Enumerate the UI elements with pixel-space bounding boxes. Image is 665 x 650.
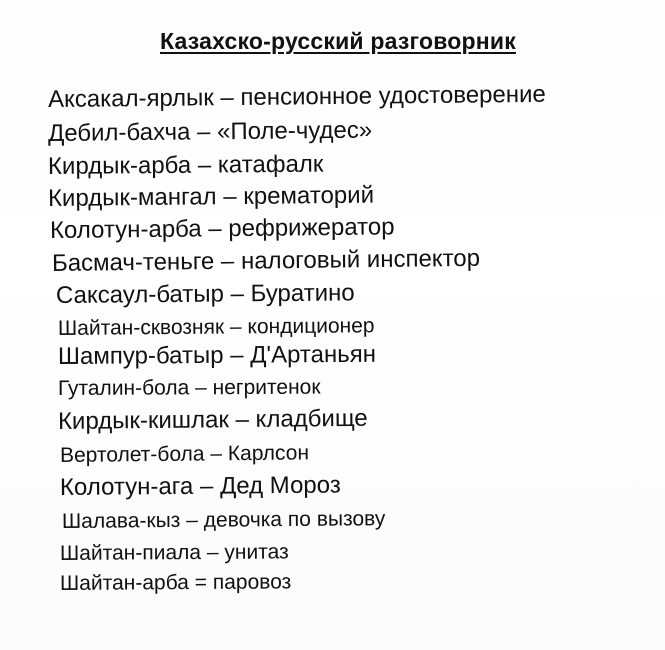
phrasebook-entry: Шайтан-сквозняк – кондиционер — [57, 314, 375, 340]
phrasebook-entry: Шайтан-пиала – унитаз — [59, 540, 289, 565]
phrasebook-entry: Шайтан-арба = паровоз — [59, 570, 292, 595]
phrasebook-entry: Саксаул-батыр – Буратино — [55, 279, 355, 309]
phrasebook-entry: Колотун-арба – рефрижератор — [49, 213, 395, 244]
phrasebook-entry: Шалава-кыз – девочка по вызову — [61, 507, 386, 533]
phrasebook-entry: Кирдык-арба – катафалк — [47, 150, 324, 180]
phrasebook-entry: Колотун-ага – Дед Мороз — [59, 471, 341, 501]
phrasebook-entry: Кирдык-кишлак – кладбище — [57, 404, 368, 435]
phrasebook-entry: Шампур-батыр – Д'Артаньян — [57, 340, 377, 370]
phrasebook-entry: Кирдык-мангал – крематорий — [47, 181, 375, 212]
phrasebook-entry: Басмач-теньге – налоговый инспектор — [51, 244, 481, 277]
phrasebook-entry: Вертолет-бола – Карлсон — [59, 441, 310, 467]
phrasebook-entry: Аксакал-ярлык – пенсионное удостоверение — [47, 80, 546, 113]
document-title: Казахско-русский разговорник — [160, 28, 516, 54]
phrasebook-entry: Дебил-бахча – «Поле-чудес» — [47, 116, 373, 147]
phrasebook-entry: Гуталин-бола – негритенок — [57, 375, 321, 400]
